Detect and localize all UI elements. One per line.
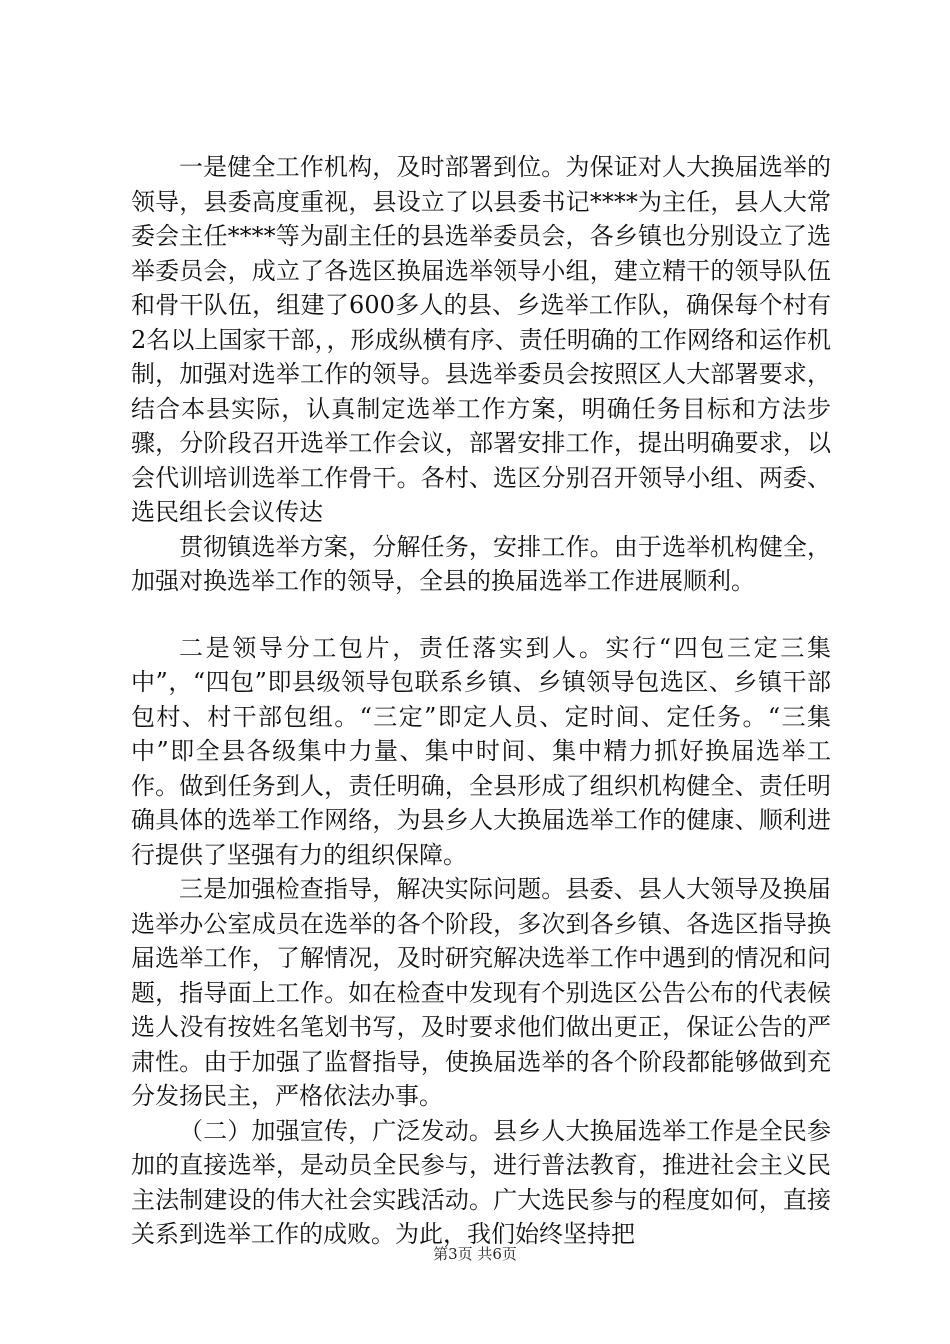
paragraph-publicity: （二）加强宣传，广泛发动。县乡人大换届选举工作是全民参加的直接选举，是动员全民参与，进行普法教育，推进社会主义民主法制建设的伟大社会实践活动。广大选民参与的程度如何，直接关系到选举工作的成败。为此，我们始终坚持把: [131, 1116, 831, 1248]
paragraph-responsibility: 二是领导分工包片，责任落实到人。实行“四包三定三集中”，“四包”即县级领导包联系乡镇、乡镇领导包选区、乡镇干部包村、村干部包组。“三定”即定人员、定时间、定任务。“三集中”即全县各级集中力量、集中时间、集中精力抓好换届选举工作。做到任务到人，责任明确，全县形成了组织机构健全、责任明确具体的选举工作网络，为县乡人大换届选举工作的健康、顺利进行提供了坚强有力的组织保障。: [131, 633, 831, 869]
paragraph-organization: 一是健全工作机构，及时部署到位。为保证对人大换届选举的领导，县委高度重视，县设立了以县委书记****为主任，县人大常委会主任****等为副主任的县选举委员会，各乡镇也分别设立了选举委员会，成立了各选区换届选举领导小组，建立精干的领导队伍和骨干队伍，组建了600多人的县、乡选举工作队，确保每个村有2名以上国家干部，，形成纵横有序、责任明确的工作网络和运作机制，加强对选举工作的领导。县选举委员会按照区人大部署要求，结合本县实际，认真制定选举工作方案，明确任务目标和方法步骤，分阶段召开选举工作会议，部署安排工作，提出明确要求，以会代训培训选举工作骨干。各村、选区分别召开领导小组、两委、选民组长会议传达: [131, 153, 831, 526]
paragraph-implementation: 贯彻镇选举方案，分解任务，安排工作。由于选举机构健全，加强对换选举工作的领导，全县的换届选举工作进展顺利。: [131, 532, 831, 595]
paragraph-inspection: 三是加强检查指导，解决实际问题。县委、县人大领导及换届选举办公室成员在选举的各个阶段，多次到各乡镇、各选区指导换届选举工作，了解情况，及时研究解决选举工作中遇到的情况和问题，指导面上工作。如在检查中发现有个别选区公告公布的代表候选人没有按姓名笔划书写，及时要求他们做出更正，保证公告的严肃性。由于加强了监督指导，使换届选举的各个阶段都能够做到充分发扬民主，严格依法办事。: [131, 875, 831, 1110]
page-footer: 第3页 共6页: [433, 1245, 517, 1263]
body-text: [131, 150, 831, 1252]
